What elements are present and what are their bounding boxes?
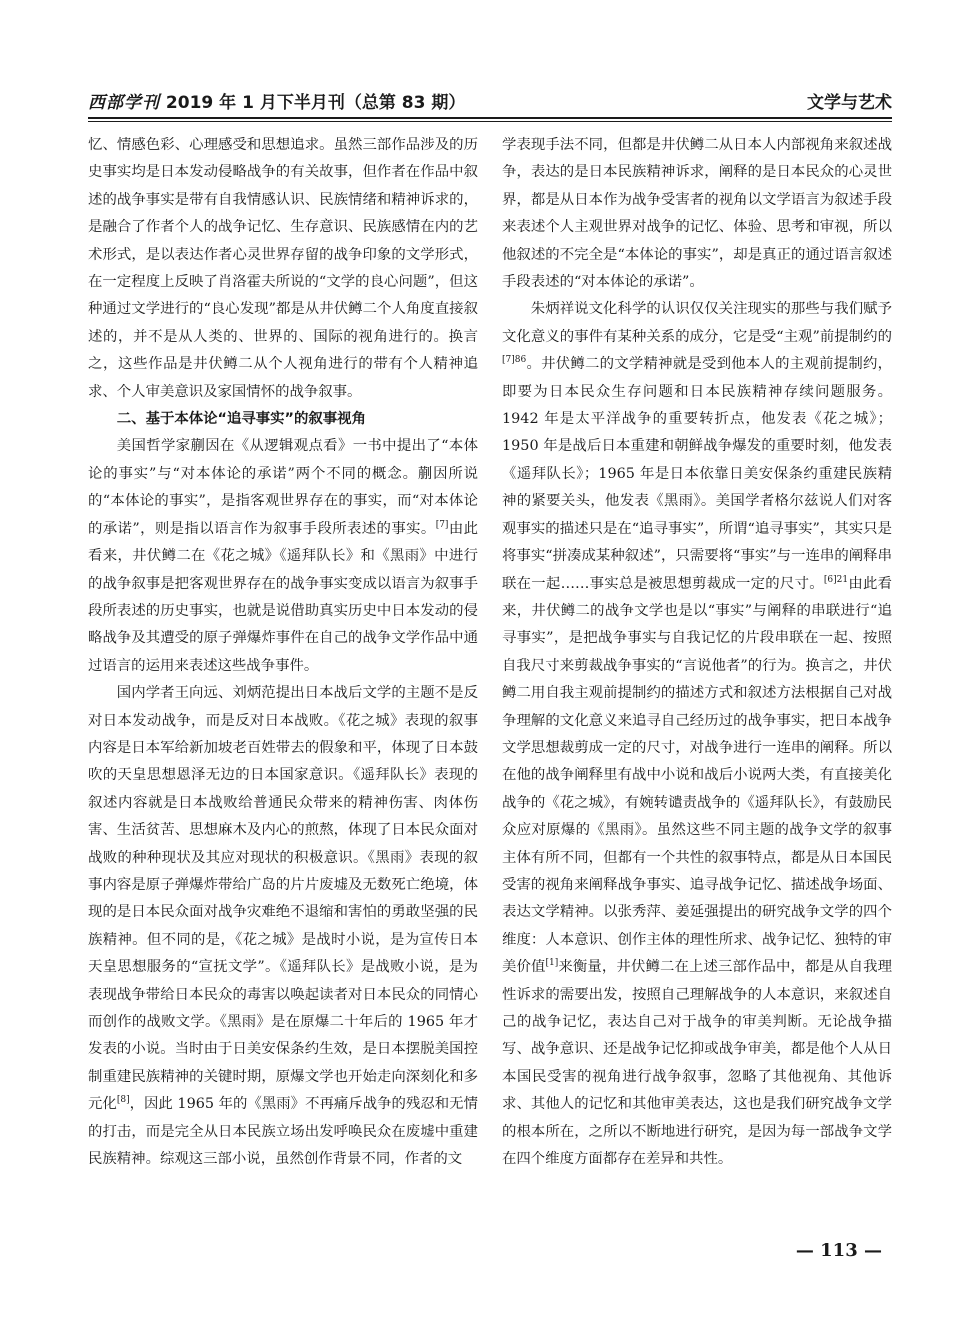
journal-issue: 2019 年 1 月下半月刊（总第 83 期） (165, 93, 466, 113)
journal-title (88, 88, 465, 113)
citation-ref: [8] (116, 1095, 130, 1106)
paragraph-text: 。井伏鳟二的文学精神就是受到他本人的主观前提制约，即要为日本民众生存问题和日本民族精神存续问题服务。1942 年是太平洋战争的重要转折点，他发表《花之城》；1950 年是战后日本重建和朝鲜战争爆发的重要时刻，他发表《遥拜队长》；1965 年是日本依靠日美安保条约重建民族精神的紧要关头，他发表《黑雨》。美国学者格尔兹说人们对客观事实的描述只是在“追寻事实”，所谓“追寻事实”，其实只是将事实“拼凑成某种叙述”，只需要将“事实”与一连串的阐释串联在一起……事实总是被思想剪裁成一定的尺寸。 (502, 356, 892, 592)
running-header (88, 86, 892, 114)
section-heading: 二、基于本体论“追寻事实”的叙事视角 (116, 411, 366, 428)
left-column (88, 132, 478, 1173)
citation-ref: [7]86 (502, 355, 527, 366)
paragraph-text: 由此看来，井伏鳟二在《花之城》《遥拜队长》和《黑雨》中进行的战争叙事是把客观世界存在的战争事实变成以语言为叙事手段所表述的历史事实，也就是说借助真实历史中日本发动的侵略战争及其遭受的原子弹爆炸事件在自己的战争文学作品中通过语言的运用来表述这些战争事件。 (88, 520, 478, 674)
section-tag: 文学与艺术 (807, 93, 892, 113)
paragraph (502, 296, 892, 1173)
paragraph-text: 美国哲学家蒯因在《从逻辑观点看》一书中提出了“本体论的事实”与“对本体论的承诺”两个不同的概念。蒯因所说的“本体论的事实”，是指客观世界存在的事实，而“对本体论的承诺”，则是指以语言作为叙事手段所表述的事实。 (88, 438, 478, 537)
header-rule-thin (88, 121, 892, 122)
paragraph-text: ，因此 1965 年的《黑雨》不再痛斥战争的残忍和无情的打击，而是完全从日本民族立场出发呼唤民众在废墟中重建民族精神。综观这三部小说，虽然创作背景不同，作者的文 (88, 1096, 478, 1168)
header-rule-thick (88, 117, 892, 119)
paragraph: 学表现手法不同，但都是井伏鳟二从日本人内部视角来叙述战争，表达的是日本民族精神诉求，阐释的是日本民众的心灵世界，都是从日本作为战争受害者的视角以文学语言为叙述手段来表述个人主观世界对战争的记忆、体验、思考和审视，所以他叙述的不完全是“本体论的事实”，却是真正的通过语言叙述手段表述的“对本体论的承诺”。 (502, 137, 892, 291)
right-column (502, 132, 892, 1173)
paragraph (88, 680, 478, 1173)
citation-ref: [7] (435, 519, 449, 530)
journal-logo: 西部学刊 (88, 93, 160, 113)
citation-ref: [6]21 (823, 574, 849, 585)
paragraph-text: 由此看来，井伏鳟二的战争文学也是以“事实”与阐释的串联进行“追寻事实”，是把战争事实与自我记忆的片段串联在一起、按照自我尺寸来剪裁战争事实的“言说他者”的行为。换言之，井伏鳟二用自我主观前提制约的描述方式和叙述方法根据自己对战争理解的文化意义来追寻自己经历过的战争事实，把日本战争文学思想裁剪成一定的尺寸，对战争进行一连串的阐释。所以在他的战争阐释里有战中小说和战后小说两大类，有直接美化战争的《花之城》，有婉转谴责战争的《遥拜队长》，有鼓励民众应对原爆的《黑雨》。虽然这些不同主题的战争文学的叙事主体有所不同，但都有一个共性的叙事特点，都是从日本国民受害的视角来阐释战争事实、追寻战争记忆、描述战争场面、表达文学精神。以张秀萍、姜延强提出的研究战争文学的四个维度：人本意识、创作主体的理性所求、战争记忆、独特的审美价值 (502, 575, 892, 976)
paragraph-text: 国内学者王向远、刘炳范提出日本战后文学的主题不是反对日本发动战争，而是反对日本战败。《花之城》表现的叙事内容是日本军给新加坡老百姓带去的假象和平，体现了日本鼓吹的天皇思想恩泽无边的日本国家意识。《遥拜队长》表现的叙述内容就是日本战败给普通民众带来的精神伤害、肉体伤害、生活贫苦、思想麻木及内心的煎熬，体现了日本民众面对战败的种种现状及其应对现状的积极意识。《黑雨》表现的叙事内容是原子弹爆炸带给广岛的片片废墟及无数死亡绝境，体现的是日本民众面对战争灾难绝不退缩和害怕的勇敢坚强的民族精神。但不同的是，《花之城》是战时小说，是为宣传日本天皇思想服务的“宣抚文学”。《遥拜队长》是战败小说，是为表现战争带给日本民众的毒害以唤起读者对日本民众的同情心而创作的战败文学。《黑雨》是在原爆二十年后的 1965 年才发表的小说。当时由于日美安保条约生效，是日本摆脱美国控制重建民族精神的关键时期，原爆文学也开始走向深刻化和多元化 (88, 685, 478, 1113)
paragraph-text: 来衡量，井伏鳟二在上述三部作品中，都是从自我理性诉求的需要出发，按照自己理解战争的人本意识，来叙述自己的战争记忆，表达自己对于战争的审美判断。无论战争描写、战争意识、还是战争记忆抑或战争审美，都是他个人从日本国民受害的视角进行战争叙事，忽略了其他视角、其他诉求、其他人的记忆和其他审美表达，这也是我们研究战争文学的根本所在，之所以不断地进行研究，是因为每一部战争文学在四个维度方面都存在差异和共性。 (502, 959, 892, 1168)
paragraph: 忆、情感色彩、心理感受和思想追求。虽然三部作品涉及的历史事实均是日本发动侵略战争的有关故事，但作者在作品中叙述的战争事实是带有自我情感认识、民族情绪和精神诉求的，是融合了作者个人的战争记忆、生存意识、民族感情在内的艺术形式，是以表达作者心灵世界存留的战争印象的文学形式，在一定程度上反映了肖洛霍夫所说的“文学的良心问题”，但这种通过文学进行的“良心发现”都是从井伏鳟二个人角度直接叙述的，并不是从人类的、世界的、国际的视角进行的。换言之，这些作品是井伏鳟二从个人视角进行的带有个人精神追求、个人审美意识及家国情怀的战争叙事。 (88, 137, 478, 400)
citation-ref: [1] (545, 958, 559, 969)
paragraph (88, 433, 478, 680)
page-number: — 113 — (795, 1240, 882, 1261)
paragraph-text: 朱炳祥说文化科学的认识仅仅关注现实的那些与我们赋予文化意义的事件有某种关系的成分，它是受“主观”前提制约的 (502, 301, 892, 345)
